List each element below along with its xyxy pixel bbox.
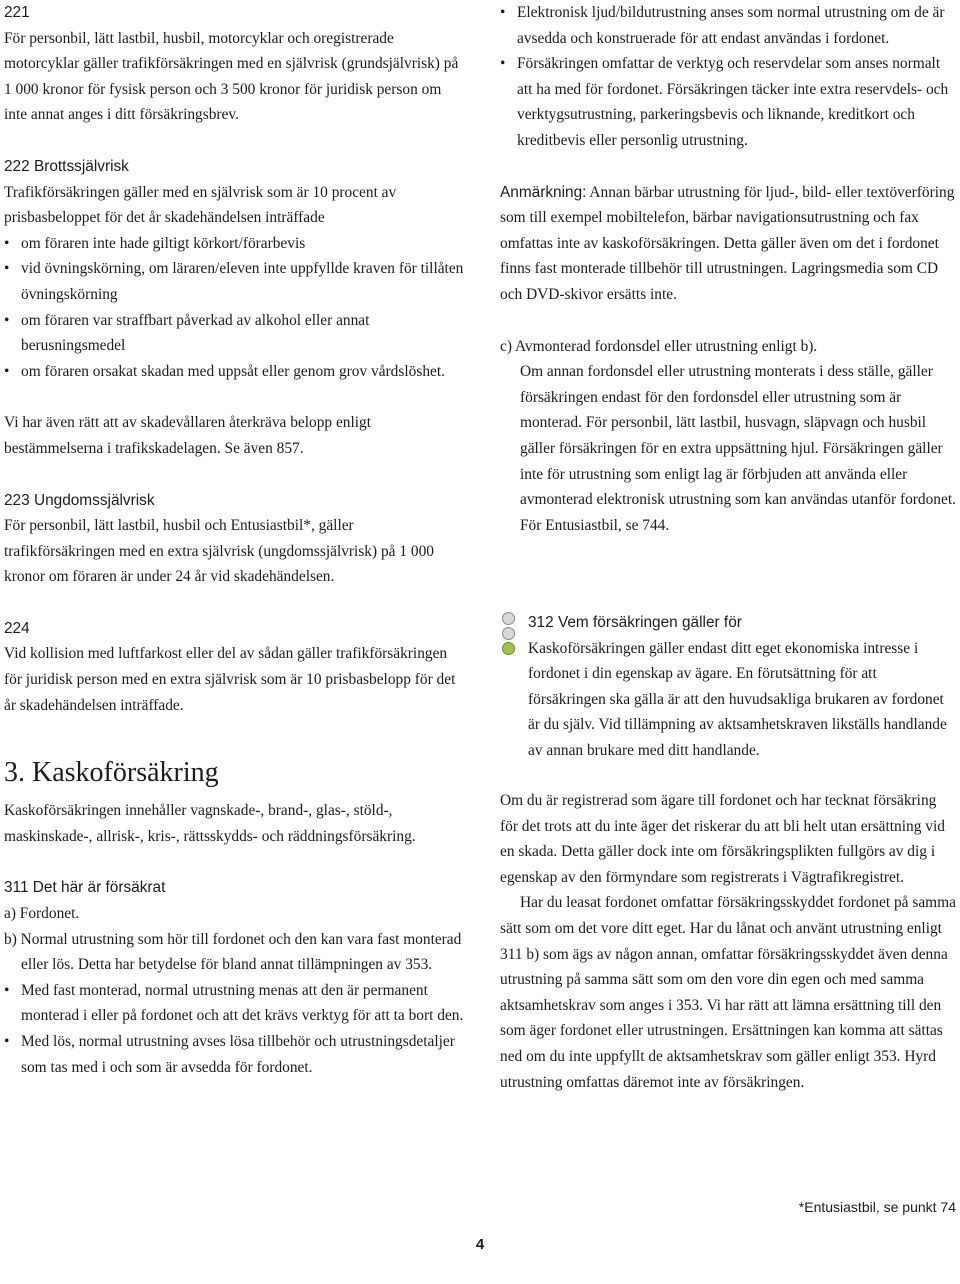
section-222-heading: 222 Brottssjälvrisk	[4, 157, 129, 175]
section-311-c-label: c) Avmonterad fordonsdel eller utrustning enligt b).	[500, 337, 818, 355]
note-text: Annan bärbar utrustning för ljud-, bild- eller textöverföring som till exempel mobiltelefon, bärbar navigationsutrustning och fax omfattas inte av kaskoförsäkringen. Detta gäller även om det i fordonet finns fast monterade tillbehör till utrustningen. Lagringsmedia som CD och DVD-skivor ersätts inte.	[500, 183, 955, 303]
section-312-heading: 312 Vem försäkringen gäller för	[528, 614, 742, 631]
section-223-heading: 223 Ungdomssjälvrisk	[4, 491, 155, 509]
section-311-list	[4, 978, 466, 1080]
list-item: • Elektronisk ljud/bildutrustning anses som normal utrustning om de är avsedda och konstruerade för att endast användas i fordonet.	[500, 0, 958, 51]
section-311-c-text: Om annan fordonsdel eller utrustning monterats i dess ställe, gäller försäkringen endast för den fordonsdel eller utrustning som är monterad. För personbil, lätt lastbil, husvagn, släpvagn och husbil gäller försäkringen för en extra uppsättning hjul. Försäkringen gäller inte för utrustning som enligt lag är förbjuden att använda eller avmonterad elektronisk utrustning som kan användas utanför fordonet. För Entusiastbil, se 744.	[520, 363, 956, 534]
section-312-p2: Om du är registrerad som ägare till fordonet och har tecknat försäkring för det trots att du inte äger det riskerar du att bli helt utan ersättning vid en skada. Detta gäller dock inte om försäkringsplikten fullgörs av dig i egenskap av den förmyndare som registrerats i Vägtrafikregistret.	[500, 792, 945, 886]
note-paragraph	[500, 180, 958, 308]
section-223-text: För personbil, lätt lastbil, husbil och Entusiastbil*, gäller trafikförsäkringen med en extra självrisk (ungdomssjälvrisk) på 1 000 kronor om föraren är under 24 år vid skadehändelsen.	[4, 517, 434, 586]
section-222-outro: Vi har även rätt att av skadevållaren återkräva belopp enligt bestämmelserna i trafikskadelagen. Se även 857.	[4, 414, 371, 457]
section-224-heading: 224	[4, 619, 30, 637]
chapter-title: 3. Kaskoförsäkring	[4, 757, 219, 789]
list-item: • om föraren var straffbart påverkad av alkohol eller annat berusningsmedel	[4, 308, 466, 359]
section-311-heading: 311 Det här är försäkrat	[4, 879, 166, 897]
section-221-number: 221	[4, 4, 30, 21]
left-column	[4, 0, 466, 1080]
page-number: 4	[475, 1236, 485, 1253]
list-item: • vid övningskörning, om läraren/eleven inte uppfyllde kraven för tillåten övningskörning	[4, 256, 466, 307]
section-312-continued	[500, 788, 958, 1095]
section-312	[528, 610, 958, 764]
note-label: Anmärkning:	[500, 183, 587, 201]
section-311-b: b) Normal utrustning som hör till fordonet och den kan vara fast monterad eller lös. Detta har betydelse för bland annat tillämpningen av 353.	[4, 930, 462, 974]
section-222-list	[4, 231, 466, 385]
list-item: • Försäkringen omfattar de verktyg och reservdelar som anses normalt att ha med för fordonet. Försäkringen täcker inte extra reservdels- och verktygsutrustning, parkeringsbevis och liknande, kreditkort och kreditbevis eller personlig utrustning.	[500, 51, 958, 153]
section-311-a: a) Fordonet.	[4, 905, 80, 923]
equipment-list	[500, 0, 958, 154]
right-column	[500, 0, 958, 538]
traffic-light-icon	[502, 612, 516, 657]
section-224-text: Vid kollision med luftfarkost eller del av sådan gäller trafikförsäkringen för juridisk person med en extra självrisk som är 10 prisbasbelopp för det år skadehändelsen inträffade.	[4, 645, 456, 714]
list-item: • Med lös, normal utrustning avses lösa tillbehör och utrustningsdetaljer som tas med i och som är avsedda för fordonet.	[4, 1029, 466, 1080]
list-item: • Med fast monterad, normal utrustning menas att den är permanent monterad i eller på fordonet och att det krävs verktyg för att ta bort den.	[4, 978, 466, 1029]
list-item: • om föraren orsakat skadan med uppsåt eller genom grov vårdslöshet.	[4, 359, 466, 385]
section-312-text: Kaskoförsäkringen gäller endast ditt eget ekonomiska intresse i fordonet i din egenskap av ägare. En förutsättning för att försäkringen ska gälla är att den huvudsakliga brukaren av fordonet är du själv. Vid tillämpning av aktsamhetskraven likställs handlande av annan brukare med ditt handlande.	[528, 639, 947, 759]
footnote: *Entusiastbil, se punkt 74	[798, 1199, 956, 1215]
chapter-intro: Kaskoförsäkringen innehåller vagnskade-, brand-, glas-, stöld-, maskinskade-, allrisk-, kris-, rättsskydds- och räddningsförsäkring.	[4, 802, 416, 845]
list-item: • om föraren inte hade giltigt körkort/förarbevis	[4, 231, 466, 257]
section-222-intro: Trafikförsäkringen gäller med en självrisk som är 10 procent av prisbasbeloppet för det år skadehändelsen inträffade	[4, 183, 397, 227]
section-312-p3: Har du leasat fordonet omfattar försäkringsskyddet fordonet på samma sätt som om det vore ditt eget. Har du lånat och använt utrustning enligt 311 b) som ägs av någon annan, omfattar försäkringsskyddet även denna utrustning på samma sätt som om den vore din egen och med samma aktsamhetskrav som anges i 353. Vi har rätt att lämna ersättning till den som äger fordonet eller utrustningen. Ersättningen kan komma att sättas ned om du inte uppfyllt de aktsamhetskrav som gäller enligt 353. Hyrd utrustning omfattas däremot inte av försäkringen.	[500, 894, 956, 1091]
section-221-text: För personbil, lätt lastbil, husbil, motorcyklar och oregistrerade motorcyklar gäller trafikförsäkringen med en självrisk (grundsjälvrisk) på 1 000 kronor för fysisk person och 3 500 kronor för juridisk person om inte annat anges i ditt försäkringsbrev.	[4, 29, 459, 124]
